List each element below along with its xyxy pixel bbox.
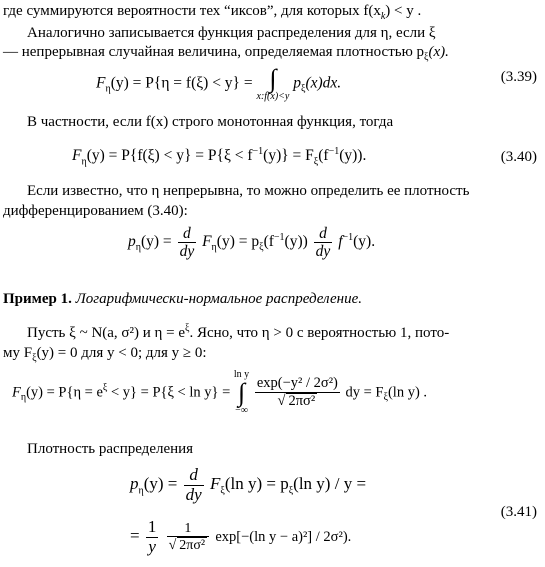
equation-density: $p_\eta(y)$ = $\frac{d}{dy}$ $F_\eta(y) = p_\xi(f^{-1}(y))$ $\frac{d}{dy}$ $f^{-1}(y)$. [128, 225, 376, 261]
equation-3-40: $F_\eta(y) = P\{f(\xi) < y\} = P\{\xi < f^{-1}(y)\} = F_\xi(f^{-1}(y))$. [72, 146, 367, 168]
text-line-1: где суммируются вероятности тех “иксов”, для которых $f(x_k) < y$ . [3, 3, 422, 22]
equation-3-39: $F_\eta(y) = P\{\eta = f(\xi) < y\}$ = ∫ x:f(x)<y $p_\xi(x)dx$. [96, 64, 342, 102]
text-line-5: Если известно, что η непрерывна, то можно определить ее плотность [27, 183, 470, 199]
equation-lognormal-cdf: $F_\eta(y) = P\{\eta = e^\xi < y\} = P\{\xi < \ln y\}$ = ln y ∫ −∞ $\frac{\text{exp(−y² / 2σ²)}}{\text{√ 2πσ²}}$ dy = $F_\xi(\ln$ y) . [12, 369, 428, 416]
text-line-8: му $F_\xi(y) = 0$ для y < 0; для y ≥ 0: [3, 345, 207, 364]
fraction-gaussian: $\frac{\text{exp(−y² / 2σ²)}}{\text{√ 2πσ²}}$ [256, 375, 338, 409]
fraction-normalizer: $\frac{1}{\text{√ 2πσ²}}$ [167, 521, 210, 554]
text-line-6: дифференцированием (3.40): [3, 203, 188, 219]
fraction-one-over-y: $\frac{1}{y}$ [147, 517, 157, 556]
text-line-2: Аналогично записывается функция распределения для η, если ξ [27, 25, 436, 41]
equation-number-3-39: (3.39) [500, 69, 537, 85]
integral-sign-2: ln y ∫ −∞ [233, 369, 250, 416]
text-line-7: Пусть ξ ~ N(a, σ²) и $\eta = e^\xi$. Ясно, что η > 0 с вероятностью 1, пото- [27, 323, 450, 341]
example-heading: Пример 1. Логарифмически-нормальное распределение. [3, 291, 362, 307]
equation-3-41-row1: $p_\eta(y)$ = $\frac{d}{dy}$ $F_\xi(\ln$ $y) = p_\xi(\ln$ y) / y = [130, 465, 367, 504]
integral-sign: ∫ x:f(x)<y [256, 64, 290, 102]
fraction-d-dy-2: $\frac{d}{dy}$ [315, 225, 331, 261]
text-line-3: — непрерывная случайная величина, определяемая плотностью $p_\xi(x)$. [3, 44, 449, 63]
fraction-d-dy: $\frac{d}{dy}$ [179, 225, 195, 261]
text-line-9: Плотность распределения [27, 441, 194, 457]
equation-3-41-row2: = $\frac{1}{y}$ $\frac{1}{\text{√ 2πσ²}}$ exp[−(ln y − a)²] / 2σ²). [130, 517, 352, 556]
text-line-4: В частности, если f(x) строго монотонная функция, тогда [27, 114, 394, 130]
fraction-d-dy-3: $\frac{d}{dy}$ [185, 465, 202, 504]
equation-number-3-40: (3.40) [500, 149, 537, 165]
equation-number-3-41: (3.41) [500, 504, 537, 520]
